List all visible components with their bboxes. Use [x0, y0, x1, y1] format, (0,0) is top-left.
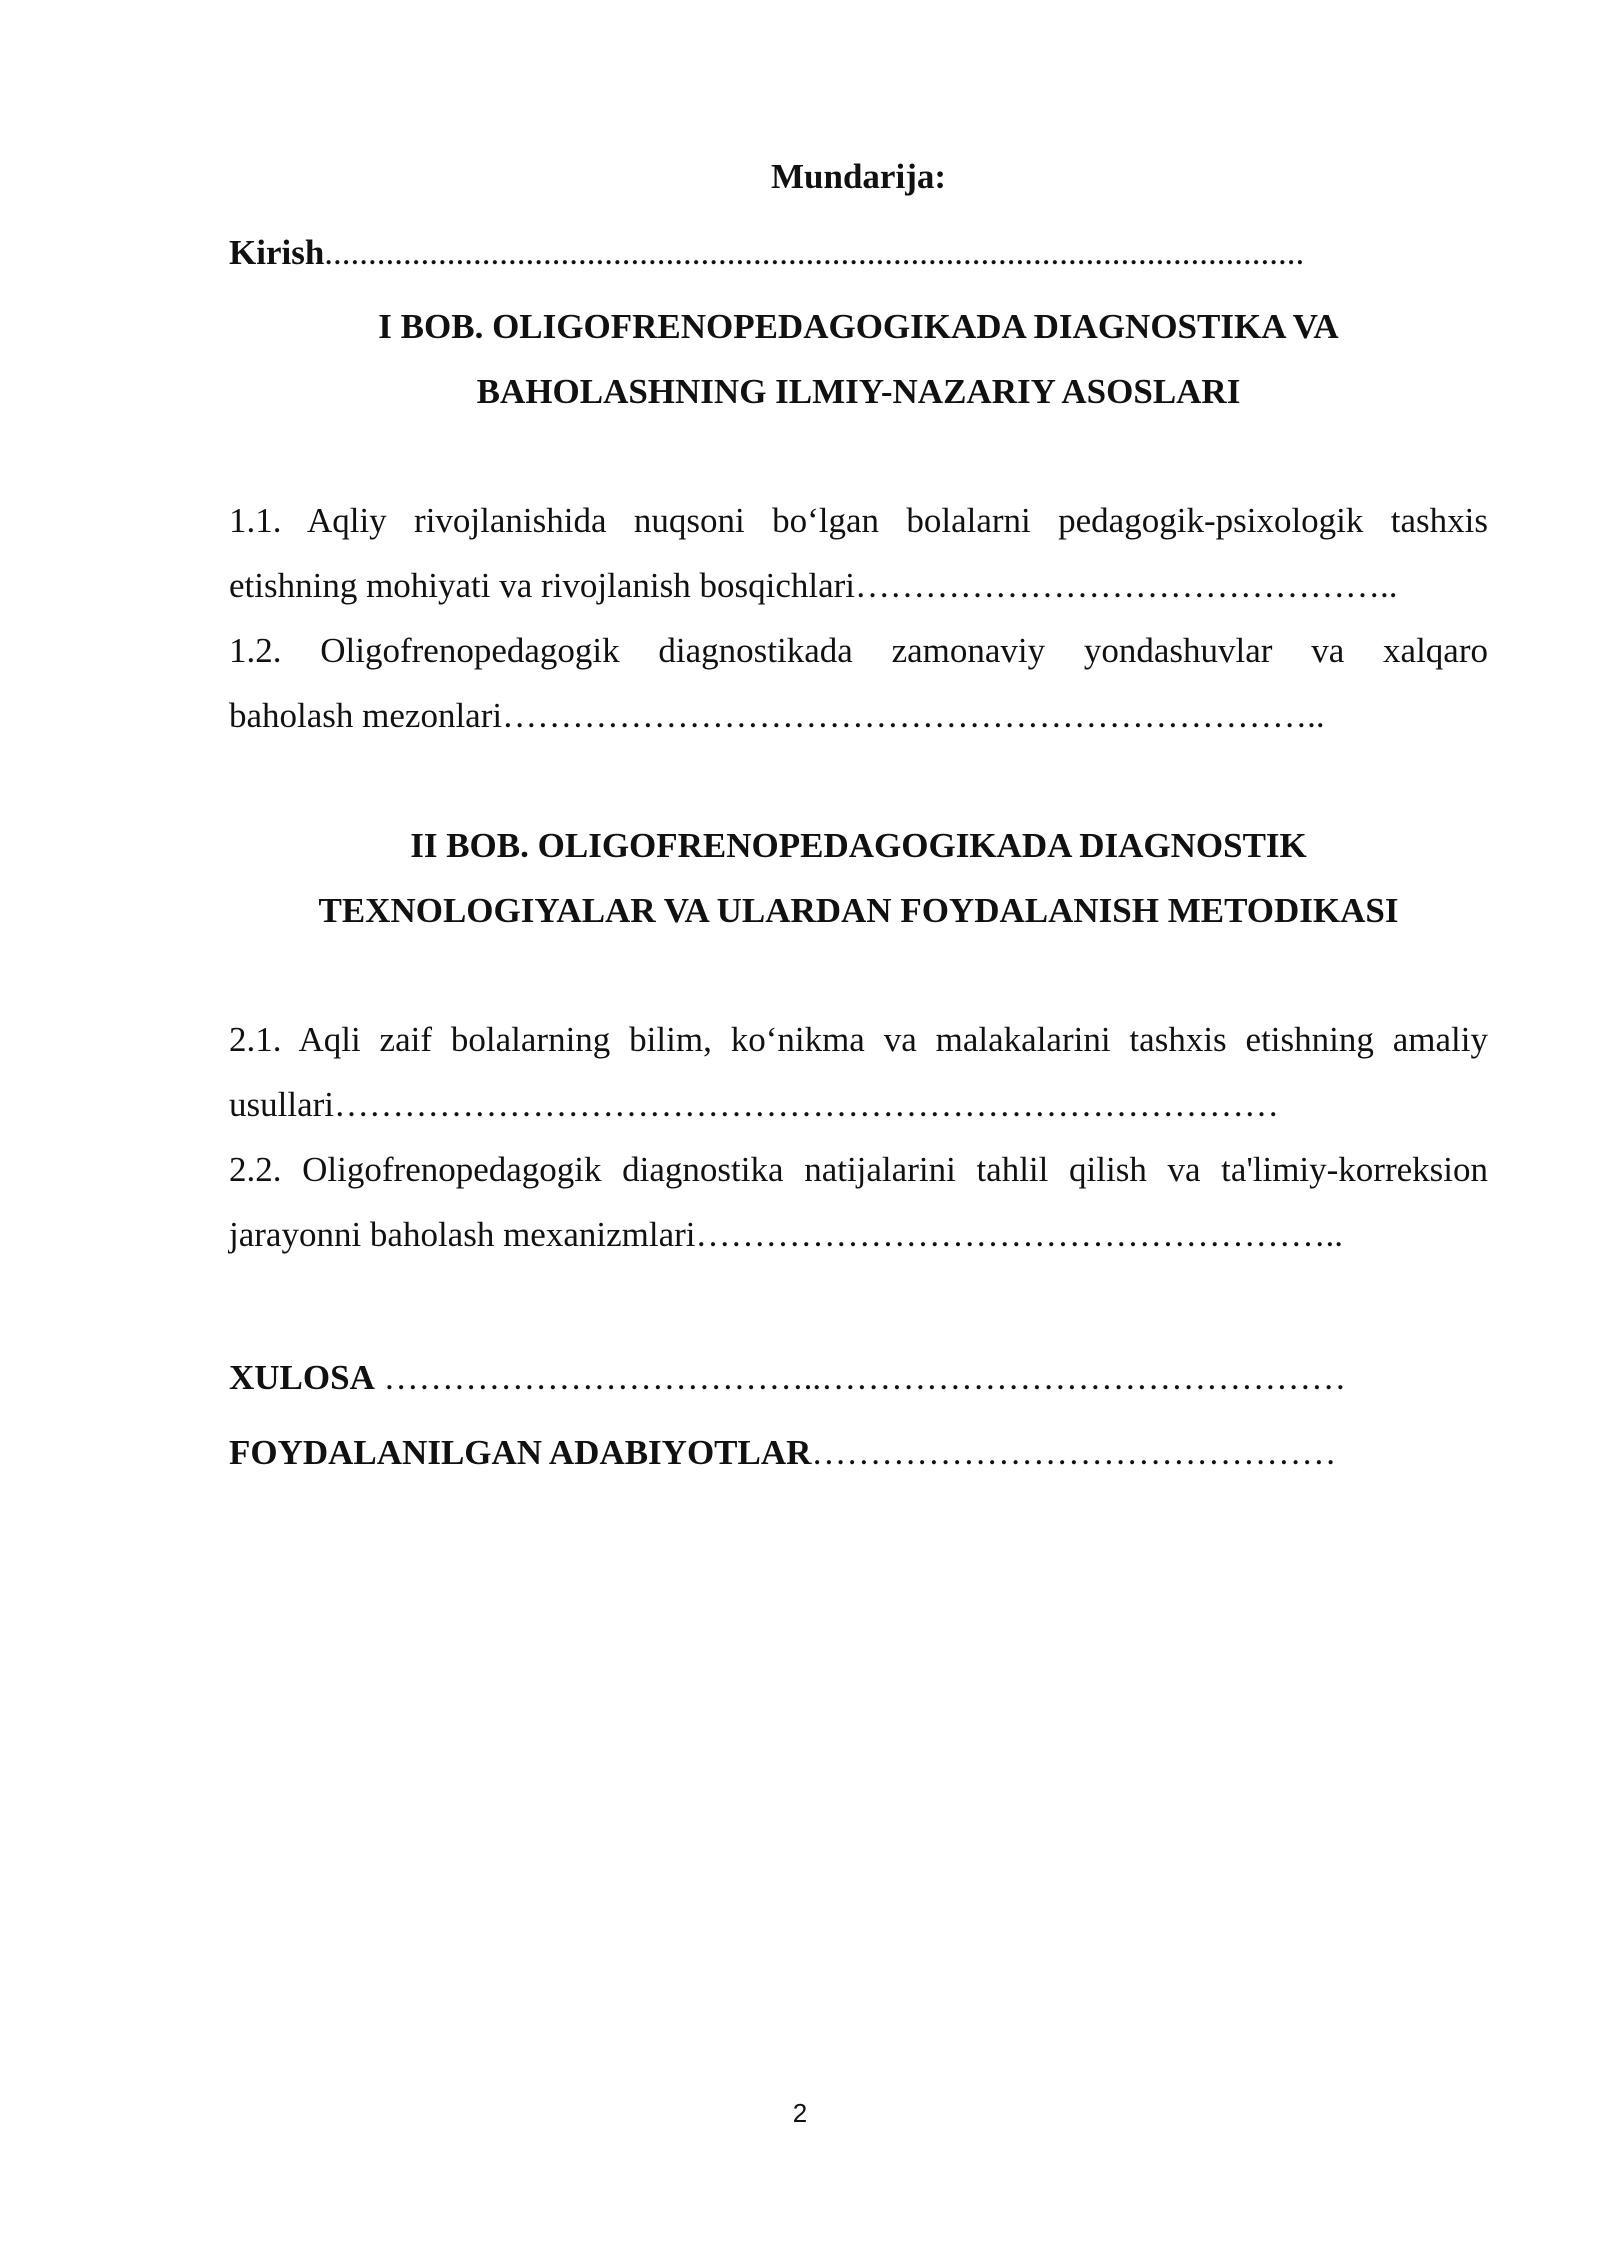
chapter2-heading-line2: TEXNOLOGIYALAR VA ULARDAN FOYDALANISH METODIKASI: [318, 891, 1399, 930]
toc-entry-2-1-line1: 2.1. Aqli zaif bolalarning bilim, ko‘nikma va malakalarini tashxis etishning amaliy: [229, 1020, 1488, 1059]
toc-entry-conclusion-label: XULOSA: [229, 1358, 375, 1397]
toc-entry-references-label: FOYDALANILGAN ADABIYOTLAR: [229, 1433, 812, 1472]
toc-entry-references-dots: ………………………………………: [811, 1433, 1337, 1472]
chapter1-heading-line1: I BOB. OLIGOFRENOPEDAGOGIKADA DIAGNOSTIKA VA: [378, 307, 1339, 346]
toc-entry-1-2-line2: baholash mezonlari……………………………………………………………..: [229, 696, 1325, 735]
toc-entry-conclusion: [229, 1345, 1488, 1410]
chapter2-heading-line1: II BOB. OLIGOFRENOPEDAGOGIKADA DIAGNOSTIK: [410, 826, 1307, 865]
toc-entry-intro: [229, 220, 1488, 285]
toc-entry-1-2-line1: 1.2. Oligofrenopedagogik diagnostikada zamonaviy yondashuvlar va xalqaro: [229, 631, 1488, 670]
toc-entry-references: [229, 1420, 1488, 1485]
toc-entry-conclusion-dots: ………………………………..………………………………………: [374, 1358, 1347, 1397]
toc-entry-intro-label: Kirish: [229, 233, 325, 272]
toc-title: Mundarija:: [771, 157, 946, 196]
toc-entry-2-1-line2: usullari………………………………………………………………………: [229, 1085, 1279, 1124]
toc-entry-2-2-line1: 2.2. Oligofrenopedagogik diagnostika natijalarini tahlil qilish va ta'limiy-korreksion: [229, 1150, 1488, 1189]
page-number: 2: [792, 2098, 808, 2128]
chapter1-heading-line2: BAHOLASHNING ILMIY-NAZARIY ASOSLARI: [476, 372, 1241, 411]
toc-entry-intro-dots: ................................................................................................................: [324, 233, 1305, 272]
toc-entry-1-1-line2: etishning mohiyati va rivojlanish bosqichlari………………………………………..: [229, 566, 1398, 605]
toc-entry-2-2-line2: jarayonni baholash mexanizmlari………………………………………………..: [229, 1215, 1344, 1254]
toc-entry-1-1-line1: 1.1. Aqliy rivojlanishida nuqsoni bo‘lgan bolalarni pedagogik-psixologik tashxis: [229, 501, 1488, 540]
